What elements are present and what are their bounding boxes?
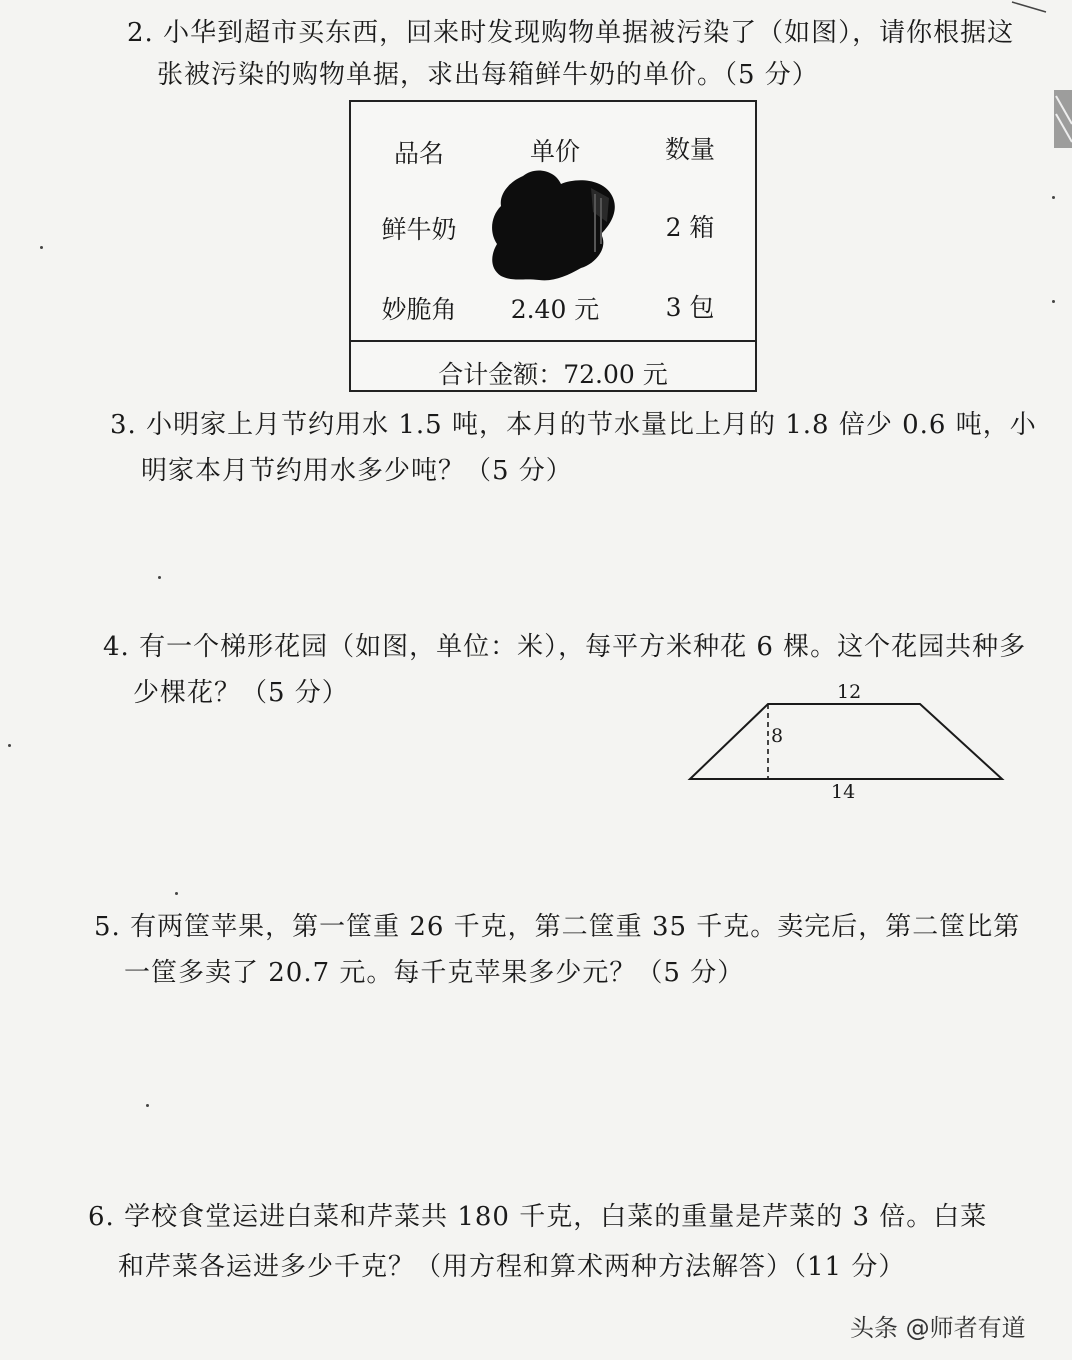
watermark: 头条 @师者有道 [850,1314,1026,1342]
receipt-header-qty: 数量 [664,135,716,164]
scan-speck [1052,300,1055,303]
receipt-row2-qty: 3 包 [665,293,715,322]
receipt-row1-name: 鲜牛奶 [381,215,457,244]
page-edge-shadow [1040,84,1072,154]
receipt-header-price: 单价 [529,137,581,166]
trapezoid-height-label: 8 [771,725,784,747]
page-edge-mark [1010,0,1050,14]
scan-speck [8,744,11,747]
ink-stain-icon [483,164,623,284]
question-2-line-2: 张被污染的购物单据，求出每箱鲜牛奶的单价。（5 分） [157,60,819,90]
question-3-line-2: 明家本月节约用水多少吨？（5 分） [141,456,573,486]
receipt-row1-qty: 2 箱 [665,213,715,242]
scan-speck [1052,196,1055,199]
trapezoid-diagram [684,676,1014,806]
scan-speck [158,576,161,579]
question-5-line-2: 一筐多卖了 20.7 元。每千克苹果多少元？（5 分） [124,958,745,988]
shopping-receipt [349,100,757,392]
question-4-line-1: 4. 有一个梯形花园（如图，单位：米），每平方米种花 6 棵。这个花园共种多 [103,632,1027,662]
question-3-line-1: 3. 小明家上月节约用水 1.5 吨，本月的节水量比上月的 1.8 倍少 0.6 吨，小 [110,410,1037,440]
question-6-line-1: 6. 学校食堂运进白菜和芹菜共 180 千克，白菜的重量是芹菜的 3 倍。白菜 [88,1202,988,1232]
receipt-header-name: 品名 [393,139,445,168]
trapezoid-bottom-label: 14 [831,781,856,803]
question-5-line-1: 5. 有两筐苹果，第一筐重 26 千克，第二筐重 35 千克。卖完后，第二筐比第 [94,912,1021,942]
receipt-row2-name: 妙脆角 [381,295,457,324]
receipt-row2-price: 2.40 元 [510,295,600,324]
trapezoid-shape [690,704,1002,779]
receipt-total: 合计金额：72.00 元 [438,360,668,389]
scan-speck [40,246,43,249]
question-6-line-2: 和芹菜各运进多少千克？（用方程和算术两种方法解答）（11 分） [118,1252,906,1282]
receipt-divider [351,340,755,342]
question-4-line-2: 少棵花？（5 分） [133,678,349,708]
question-2-line-1: 2. 小华到超市买东西，回来时发现购物单据被污染了（如图），请你根据这 [127,18,1015,48]
trapezoid-top-label: 12 [837,681,862,703]
scan-speck [146,1104,149,1107]
scan-speck [175,892,178,895]
